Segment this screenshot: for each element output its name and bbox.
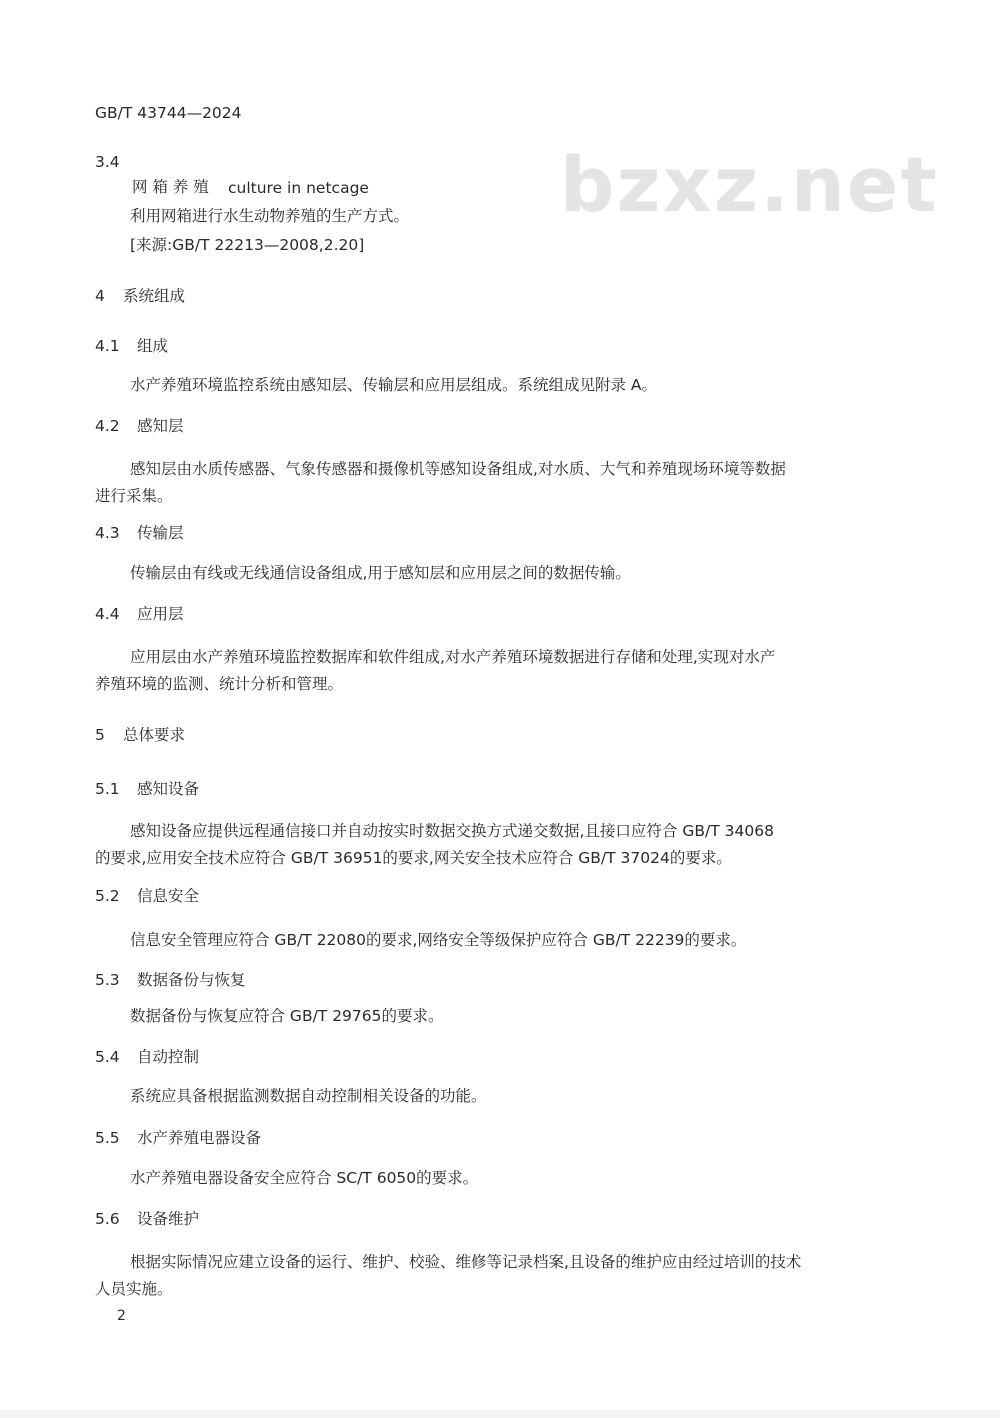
document-header: GB/T 43744—2024	[95, 104, 242, 122]
paragraph: 的要求,应用安全技术应符合 GB/T 36951的要求,网关安全技术应符合 GB/T 37024的要求。	[95, 849, 732, 867]
term-definition: 利用网箱进行水生动物养殖的生产方式。	[130, 207, 410, 225]
section-heading-4-4: 4.4 应用层	[95, 605, 184, 623]
paragraph: 养殖环境的监测、统计分析和管理。	[95, 675, 344, 693]
term-en: culture in netcage	[228, 179, 369, 197]
paragraph: 水产养殖环境监控系统由感知层、传输层和应用层组成。系统组成见附录 A。	[130, 376, 658, 394]
paragraph: 信息安全管理应符合 GB/T 22080的要求,网络安全等级保护应符合 GB/T 22239的要求。	[130, 931, 747, 949]
paragraph: 人员实施。	[95, 1280, 173, 1298]
page-number: 2	[117, 1308, 126, 1324]
paragraph: 进行采集。	[95, 487, 173, 505]
paragraph: 根据实际情况应建立设备的运行、维护、校验、维修等记录档案,且设备的维护应由经过培训的技术	[130, 1253, 802, 1271]
section-heading-5: 5 总体要求	[95, 726, 186, 744]
section-heading-5-5: 5.5 水产养殖电器设备	[95, 1129, 262, 1147]
paragraph: 水产养殖电器设备安全应符合 SC/T 6050的要求。	[130, 1169, 479, 1187]
section-number: 3.4	[95, 153, 120, 171]
section-heading-5-6: 5.6 设备维护	[95, 1210, 200, 1228]
section-heading-5-3: 5.3 数据备份与恢复	[95, 971, 246, 989]
term-source: [来源:GB/T 22213—2008,2.20]	[130, 236, 365, 254]
section-heading-4-2: 4.2 感知层	[95, 417, 184, 435]
paragraph: 感知层由水质传感器、气象传感器和摄像机等感知设备组成,对水质、大气和养殖现场环境等数据	[130, 460, 786, 478]
watermark: bzxz.net	[560, 140, 939, 229]
paragraph: 系统应具备根据监测数据自动控制相关设备的功能。	[130, 1087, 487, 1105]
term-zh: 网 箱 养 殖	[132, 178, 209, 196]
section-heading-5-4: 5.4 自动控制	[95, 1048, 200, 1066]
paragraph: 感知设备应提供远程通信接口并自动按实时数据交换方式递交数据,且接口应符合 GB/T 34068	[130, 822, 774, 840]
section-heading-4-1: 4.1 组成	[95, 337, 169, 355]
paragraph: 应用层由水产养殖环境监控数据库和软件组成,对水产养殖环境数据进行存储和处理,实现对水产	[130, 648, 776, 666]
section-heading-4-3: 4.3 传输层	[95, 524, 184, 542]
paragraph: 数据备份与恢复应符合 GB/T 29765的要求。	[130, 1007, 444, 1025]
section-heading-5-2: 5.2 信息安全	[95, 887, 200, 905]
section-heading-4: 4 系统组成	[95, 287, 186, 305]
paragraph: 传输层由有线或无线通信设备组成,用于感知层和应用层之间的数据传输。	[130, 564, 631, 582]
section-heading-5-1: 5.1 感知设备	[95, 780, 200, 798]
